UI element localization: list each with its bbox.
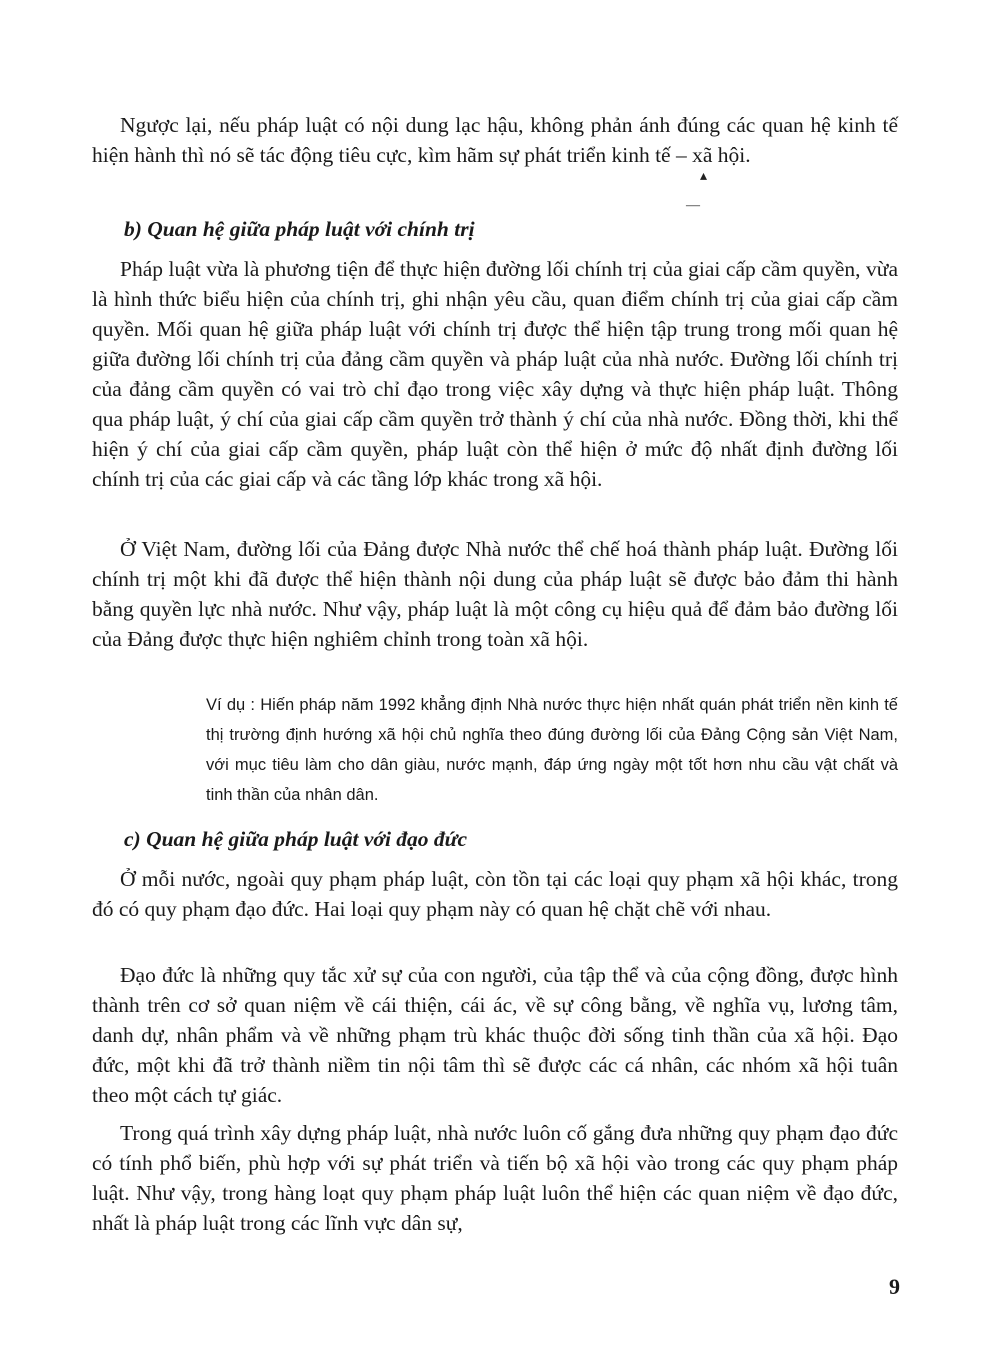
paragraph-economy-conclusion: Ngược lại, nếu pháp luật có nội dung lạc hậu, không phản ánh đúng các quan hệ kinh tế hiện hành thì nó sẽ tác động tiêu cực, kìm hãm sự phát triển kinh tế – xã hội. <box>92 113 898 167</box>
stray-mark: ▴ <box>700 169 708 184</box>
paragraph-vietnam-party: Ở Việt Nam, đường lối của Đảng được Nhà nước thể chế hoá thành pháp luật. Đường lối chính trị một khi đã được thể hiện thành nội dung của pháp luật sẽ được bảo đảm thi hành bằng quyền lực nhà nước. Như vậy, pháp luật là một công cụ hiệu quả để đảm bảo đường lối của Đảng được thực hiện nghiêm chỉnh trong toàn xã hội. <box>92 537 898 651</box>
page-number: 9 <box>889 1274 900 1299</box>
paragraph-law-building: Trong quá trình xây dựng pháp luật, nhà nước luôn cố gắng đưa những quy phạm đạo đức có tính phổ biến, phù hợp với sự phát triển và tiến bộ xã hội vào trong các quy phạm pháp luật. Như vậy, trong hàng loạt quy phạm pháp luật luôn thể hiện các quan niệm về đạo đức, nhất là pháp luật trong các lĩnh vực dân sự, <box>92 1121 898 1235</box>
paragraph-law-politics: Pháp luật vừa là phương tiện để thực hiện đường lối chính trị của giai cấp cầm quyền, vừa là hình thức biểu hiện của chính trị, ghi nhận yêu cầu, quan điểm chính trị của giai cấp cầm quyền. Mối quan hệ giữa pháp luật với chính trị được thể hiện tập trung trong mối quan hệ giữa đường lối chính trị của đảng cầm quyền và pháp luật của nhà nước. Đường lối chính trị của đảng cầm quyền có vai trò chỉ đạo trong việc xây dựng và thực hiện pháp luật. Thông qua pháp luật, ý chí của giai cấp cầm quyền trở thành ý chí của nhà nước. Đồng thời, khi thể hiện ý chí của giai cấp cầm quyền, pháp luật còn thể hiện ở mức độ nhất định đường lối chính trị của các giai cấp và các tầng lớp khác trong xã hội. <box>92 257 898 491</box>
example-note: Ví dụ : Hiến pháp năm 1992 khẳng định Nhà nước thực hiện nhất quán phát triển nền kinh tế thị trường định hướng xã hội chủ nghĩa theo đúng đường lối của Đảng Cộng sản Việt Nam, với mục tiêu làm cho dân giàu, nước mạnh, đáp ứng ngày một tốt hơn nhu cầu vật chất và tinh thần của nhân dân. <box>206 696 898 804</box>
section-heading-c: c) Quan hệ giữa pháp luật với đạo đức <box>124 827 468 851</box>
paragraph-ethics-definition: Đạo đức là những quy tắc xử sự của con người, của tập thể và của cộng đồng, được hình thành trên cơ sở quan niệm về cái thiện, cái ác, về sự công bằng, về nghĩa vụ, lương tâm, danh dự, nhân phẩm và về những phạm trù khác thuộc đời sống tinh thần của xã hội. Đạo đức, một khi đã trở thành niềm tin nội tâm thì sẽ được các cá nhân, các nhóm xã hội tuân theo một cách tự giác. <box>92 963 898 1107</box>
paragraph-social-norms: Ở mỗi nước, ngoài quy phạm pháp luật, còn tồn tại các loại quy phạm xã hội khác, trong đó có quy phạm đạo đức. Hai loại quy phạm này có quan hệ chặt chẽ với nhau. <box>92 867 898 921</box>
section-heading-b: b) Quan hệ giữa pháp luật với chính trị <box>124 217 475 241</box>
stray-mark: — <box>686 198 700 213</box>
